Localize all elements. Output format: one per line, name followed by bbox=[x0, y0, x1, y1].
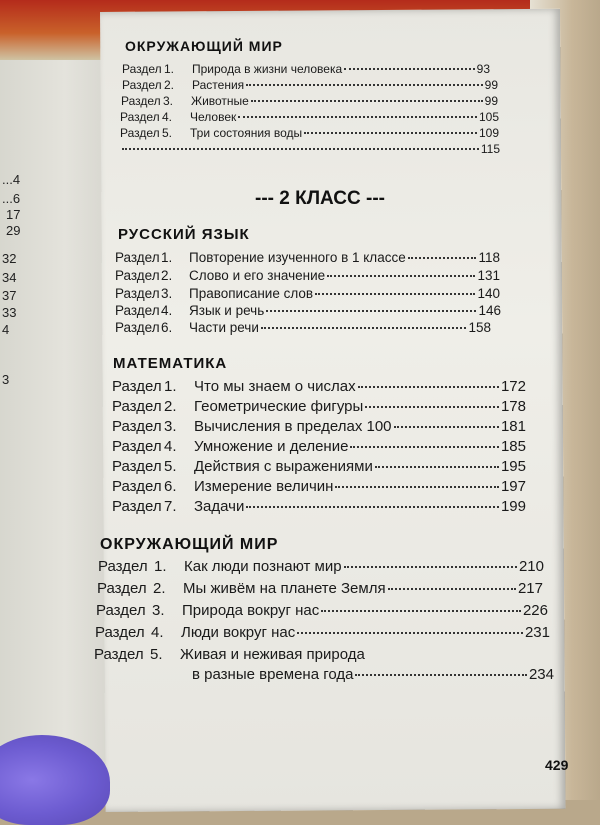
toc-section-word: Раздел bbox=[115, 286, 160, 301]
toc-page: 115 bbox=[480, 142, 500, 156]
toc-section-word: Раздел bbox=[96, 602, 146, 619]
toc-row bbox=[115, 250, 500, 265]
toc-title: Что мы знаем о числах bbox=[194, 378, 356, 395]
leader-dots bbox=[350, 446, 499, 448]
toc-title: Части речи bbox=[189, 320, 259, 335]
toc-title: Вычисления в пределах 100 bbox=[194, 418, 392, 435]
toc-title: Три состояния воды bbox=[190, 126, 303, 140]
toc-number: 1. bbox=[164, 62, 175, 76]
toc-row bbox=[112, 478, 526, 495]
toc-row bbox=[115, 303, 501, 318]
toc-number: 1. bbox=[164, 378, 177, 395]
toc-section-word: Раздел bbox=[112, 418, 162, 435]
toc-section-word: Раздел bbox=[122, 62, 162, 76]
toc-row bbox=[112, 378, 526, 395]
toc-title: Действия с выражениями bbox=[194, 458, 373, 475]
toc-page: 99 bbox=[484, 94, 498, 108]
toc-section-word: Раздел bbox=[97, 580, 147, 597]
toc-page: 226 bbox=[522, 602, 548, 619]
toc-number: 5. bbox=[162, 126, 173, 140]
toc-page: 146 bbox=[478, 303, 501, 318]
toc-page: 93 bbox=[476, 62, 490, 76]
left-fragment: ...4 bbox=[2, 172, 21, 187]
toc-title: Язык и речь bbox=[189, 303, 265, 318]
toc-continuation bbox=[192, 666, 554, 683]
toc-number: 5. bbox=[150, 646, 163, 663]
toc-number: 4. bbox=[162, 110, 173, 124]
toc-title: Растения bbox=[192, 78, 245, 92]
toc-section-word: Раздел bbox=[112, 458, 162, 475]
toc-page: 140 bbox=[477, 286, 500, 301]
left-fragment: 37 bbox=[2, 288, 17, 303]
toc-page: 234 bbox=[528, 666, 554, 683]
toc-title: Задачи bbox=[194, 498, 245, 515]
toc-page: 195 bbox=[500, 458, 526, 475]
toc-row bbox=[120, 110, 499, 124]
toc-title: Живая и неживая природа bbox=[180, 646, 365, 663]
toc-number: 2. bbox=[161, 268, 173, 283]
leader-dots bbox=[365, 406, 499, 408]
leader-dots bbox=[315, 293, 475, 295]
toc-section-word: Раздел bbox=[112, 438, 162, 455]
section-heading: ОКРУЖАЮЩИЙ МИР bbox=[125, 38, 283, 54]
toc-row bbox=[94, 646, 434, 663]
toc-number: 5. bbox=[164, 458, 177, 475]
toc-row bbox=[112, 498, 526, 515]
toc-page: 131 bbox=[477, 268, 500, 283]
toc-number: 1. bbox=[154, 558, 167, 575]
toc-row bbox=[115, 268, 500, 283]
toc-section-word: Раздел bbox=[98, 558, 148, 575]
toc-row bbox=[95, 624, 550, 641]
leader-dots bbox=[358, 386, 499, 388]
toc-number: 4. bbox=[161, 303, 173, 318]
leader-dots bbox=[297, 632, 523, 634]
toc-title: Повторение изученного в 1 классе bbox=[189, 250, 406, 265]
left-fragment: 3 bbox=[2, 372, 10, 387]
toc-number: 2. bbox=[164, 398, 177, 415]
leader-dots bbox=[335, 486, 499, 488]
toc-page: 158 bbox=[468, 320, 491, 335]
toc-page: 109 bbox=[478, 126, 499, 140]
toc-title: Слово и его значение bbox=[189, 268, 326, 283]
leader-dots bbox=[375, 466, 499, 468]
toc-title: Геометрические фигуры bbox=[194, 398, 364, 415]
toc-row bbox=[96, 602, 548, 619]
toc-title: Правописание слов bbox=[189, 286, 314, 301]
toc-row bbox=[121, 94, 498, 108]
toc-title: Люди вокруг нас bbox=[181, 624, 296, 641]
section-heading: РУССКИЙ ЯЗЫК bbox=[118, 226, 250, 243]
toc-row bbox=[120, 142, 500, 156]
toc-page: 181 bbox=[500, 418, 526, 435]
toc-row bbox=[112, 418, 526, 435]
toc-number: 6. bbox=[164, 478, 177, 495]
leader-dots bbox=[327, 275, 475, 277]
leader-dots bbox=[355, 674, 527, 676]
leader-dots bbox=[344, 566, 517, 568]
toc-row bbox=[115, 320, 491, 335]
toc-section-word: Раздел bbox=[95, 624, 145, 641]
toc-section-word: Раздел bbox=[115, 250, 160, 265]
toc-section-word: Раздел bbox=[121, 94, 161, 108]
toc-row bbox=[98, 558, 544, 575]
toc-number: 2. bbox=[153, 580, 166, 597]
toc-number: 1. bbox=[161, 250, 173, 265]
leader-dots bbox=[321, 610, 521, 612]
toc-section-word: Раздел bbox=[115, 268, 160, 283]
section-heading: МАТЕМАТИКА bbox=[113, 355, 228, 372]
toc-section-word: Раздел bbox=[122, 78, 162, 92]
leader-dots bbox=[251, 100, 483, 102]
toc-title: Измерение величин bbox=[194, 478, 334, 495]
toc-row bbox=[122, 62, 490, 76]
toc-title: Мы живём на планете Земля bbox=[183, 580, 386, 597]
toc-title: Человек bbox=[190, 110, 237, 124]
toc-row bbox=[120, 126, 499, 140]
left-page bbox=[0, 0, 110, 800]
leader-dots bbox=[408, 257, 477, 259]
leader-dots bbox=[344, 68, 475, 70]
leader-dots bbox=[388, 588, 516, 590]
leader-dots bbox=[394, 426, 499, 428]
toc-section-word: Раздел bbox=[115, 303, 160, 318]
toc-section-word: Раздел bbox=[112, 498, 162, 515]
toc-number: 4. bbox=[164, 438, 177, 455]
toc-section-word: Раздел bbox=[120, 110, 160, 124]
toc-page: 118 bbox=[478, 250, 500, 265]
page-number: 429 bbox=[545, 757, 569, 773]
section-heading: ОКРУЖАЮЩИЙ МИР bbox=[100, 536, 279, 553]
toc-title: Животные bbox=[191, 94, 249, 108]
toc-number: 6. bbox=[161, 320, 173, 335]
left-fragment: 34 bbox=[2, 270, 17, 285]
toc-title: Умножение и деление bbox=[194, 438, 349, 455]
toc-page: 197 bbox=[500, 478, 526, 495]
toc-page: 185 bbox=[500, 438, 526, 455]
left-fragment: 29 bbox=[6, 223, 21, 238]
leader-dots bbox=[246, 84, 482, 86]
toc-row bbox=[112, 458, 526, 475]
toc-title: в разные времена года bbox=[192, 666, 354, 683]
leader-dots bbox=[246, 506, 499, 508]
toc-page: 172 bbox=[500, 378, 526, 395]
left-fragment: ...6 bbox=[2, 191, 21, 206]
toc-number: 2. bbox=[164, 78, 175, 92]
toc-section-word: Раздел bbox=[112, 398, 162, 415]
leader-dots bbox=[238, 116, 477, 118]
toc-number: 3. bbox=[152, 602, 165, 619]
toc-page: 99 bbox=[484, 78, 498, 92]
toc-row bbox=[115, 286, 500, 301]
leader-dots bbox=[266, 310, 476, 312]
toc-row bbox=[112, 398, 526, 415]
grade-heading: --- 2 КЛАСС --- bbox=[255, 188, 385, 209]
toc-section-word: Раздел bbox=[115, 320, 160, 335]
toc-section-word: Раздел bbox=[94, 646, 144, 663]
toc-row bbox=[122, 78, 498, 92]
leader-dots bbox=[304, 132, 477, 134]
leader-dots bbox=[122, 148, 479, 150]
toc-row bbox=[97, 580, 543, 597]
left-fragment: 32 bbox=[2, 251, 17, 266]
toc-section-word: Раздел bbox=[112, 478, 162, 495]
toc-title: Природа вокруг нас bbox=[182, 602, 320, 619]
toc-number: 3. bbox=[163, 94, 174, 108]
toc-title: Природа в жизни человека bbox=[192, 62, 343, 76]
toc-page: 231 bbox=[524, 624, 550, 641]
left-fragment: 17 bbox=[6, 207, 21, 222]
leader-dots bbox=[261, 327, 467, 329]
left-fragment: 33 bbox=[2, 305, 17, 320]
toc-page: 217 bbox=[517, 580, 543, 597]
toc-section-word: Раздел bbox=[112, 378, 162, 395]
toc-number: 3. bbox=[161, 286, 173, 301]
left-fragment: 4 bbox=[2, 322, 10, 337]
toc-page: 210 bbox=[518, 558, 544, 575]
toc-page: 178 bbox=[500, 398, 526, 415]
toc-number: 3. bbox=[164, 418, 177, 435]
toc-page: 105 bbox=[478, 110, 499, 124]
toc-section-word: Раздел bbox=[120, 126, 160, 140]
toc-number: 7. bbox=[164, 498, 177, 515]
toc-number: 4. bbox=[151, 624, 164, 641]
toc-title: Как люди познают мир bbox=[184, 558, 342, 575]
toc-row bbox=[112, 438, 526, 455]
toc-page: 199 bbox=[500, 498, 526, 515]
